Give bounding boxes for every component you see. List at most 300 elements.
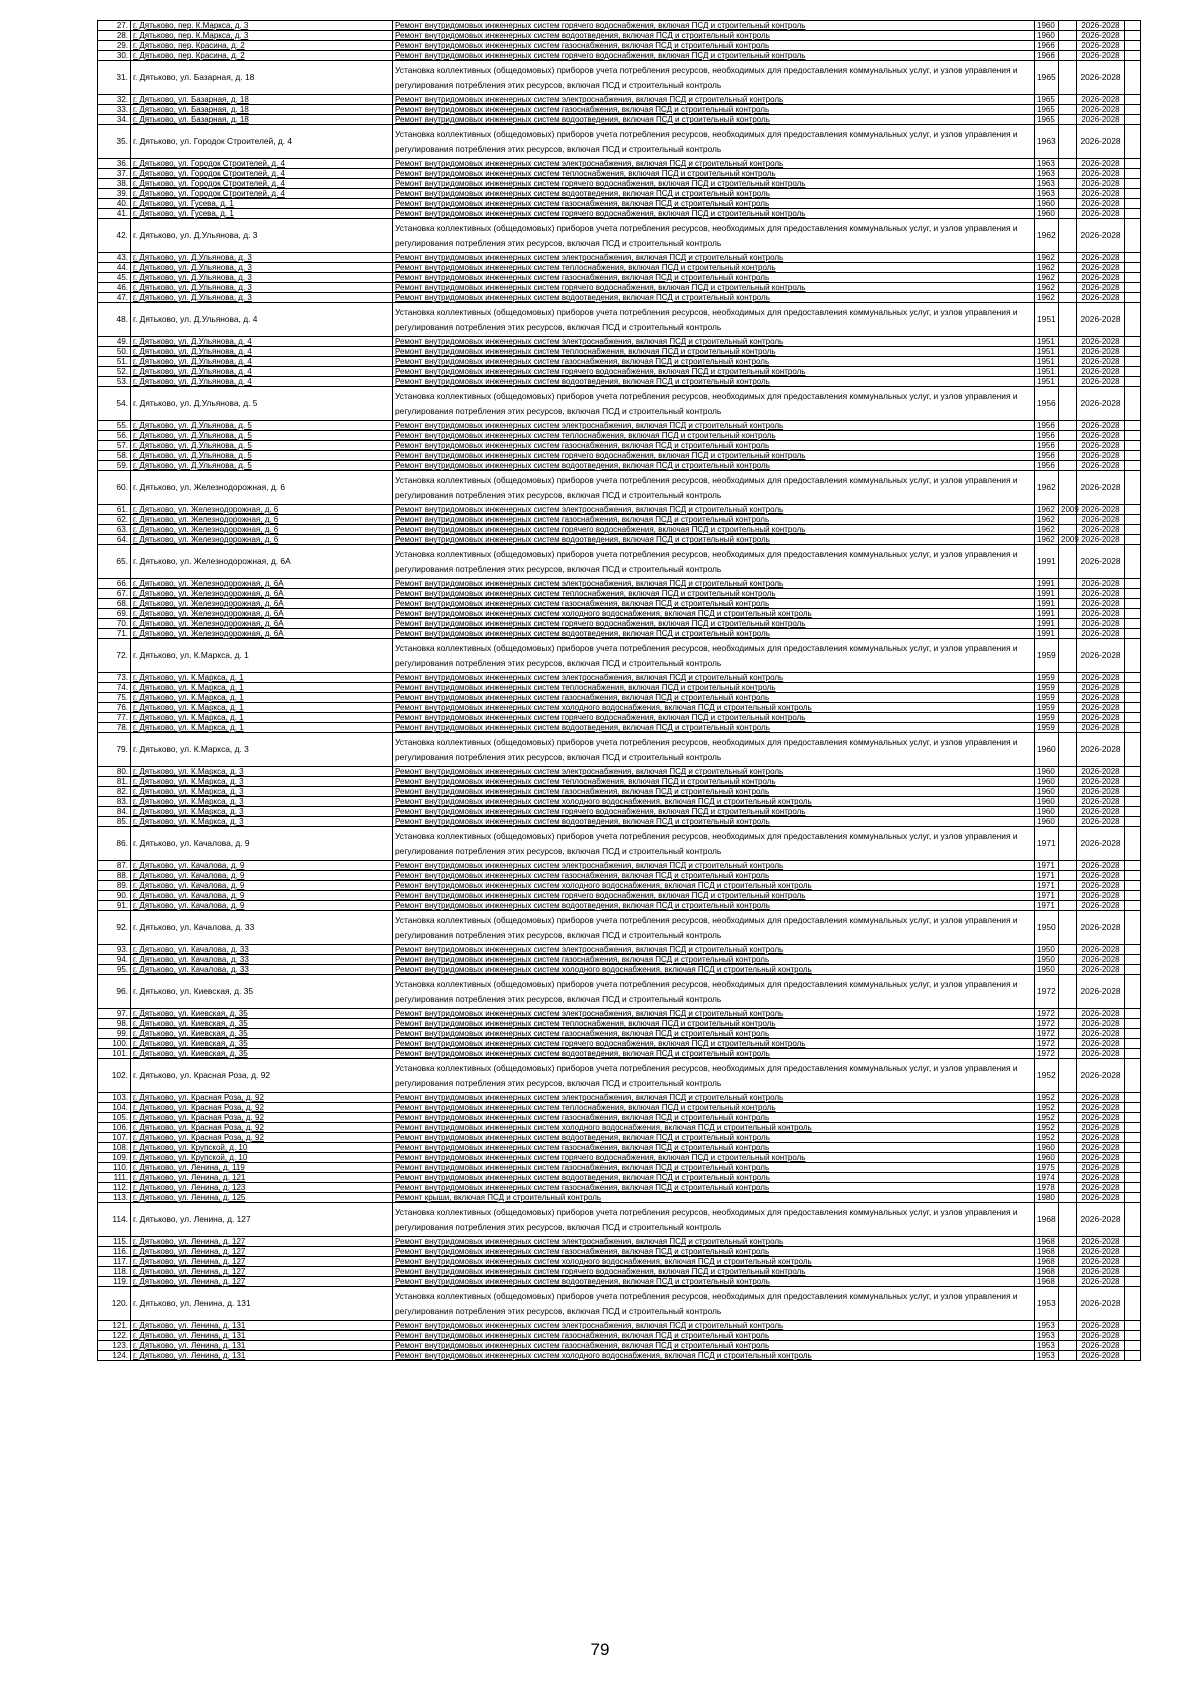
work-type: Установка коллективных (общедомовых) приборов учета потребления ресурсов, необходимых для предоставления коммунальных услуг, и узлов управления и регулирования потребления этих ресурсов, включая ПСД и строительный контроль [393, 545, 1035, 579]
work-type: Ремонт внутридомовых инженерных систем горячего водоснабжения, включая ПСД и строительный контроль [393, 1039, 1035, 1049]
table-row [98, 471, 1141, 505]
extra-cell [1125, 1287, 1141, 1321]
planned-period: 2026-2028 [1077, 1123, 1125, 1133]
extra-cell [1125, 683, 1141, 693]
house-address: г. Дятьково, ул. К.Маркса, д. 1 [131, 673, 393, 683]
last-repair-year [1059, 861, 1077, 871]
work-type: Ремонт внутридомовых инженерных систем электроснабжения, включая ПСД и строительный контроль [393, 1009, 1035, 1019]
row-number: 71. [98, 629, 131, 639]
planned-period: 2026-2028 [1077, 1277, 1125, 1287]
build-year: 1968 [1035, 1237, 1059, 1247]
row-number: 116. [98, 1247, 131, 1257]
table-row [98, 807, 1141, 817]
extra-cell [1125, 179, 1141, 189]
extra-cell [1125, 1257, 1141, 1267]
last-repair-year [1059, 1331, 1077, 1341]
last-repair-year [1059, 115, 1077, 125]
row-number: 92. [98, 911, 131, 945]
planned-period: 2026-2028 [1077, 377, 1125, 387]
work-type: Ремонт внутридомовых инженерных систем холодного водоснабжения, включая ПСД и строительный контроль [393, 703, 1035, 713]
row-number: 30. [98, 51, 131, 61]
table-row [98, 253, 1141, 263]
house-address: г. Дятьково, ул. К.Маркса, д. 3 [131, 787, 393, 797]
last-repair-year [1059, 609, 1077, 619]
table-row [98, 1143, 1141, 1153]
house-address: г. Дятьково, ул. Железнодорожная, д. 6 [131, 535, 393, 545]
planned-period: 2026-2028 [1077, 1173, 1125, 1183]
work-type: Ремонт внутридомовых инженерных систем водоотведения, включая ПСД и строительный контроль [393, 293, 1035, 303]
work-type: Ремонт внутридомовых инженерных систем газоснабжения, включая ПСД и строительный контроль [393, 1341, 1035, 1351]
work-type: Ремонт внутридомовых инженерных систем газоснабжения, включая ПСД и строительный контроль [393, 515, 1035, 525]
work-type: Ремонт внутридомовых инженерных систем горячего водоснабжения, включая ПСД и строительный контроль [393, 283, 1035, 293]
last-repair-year [1059, 703, 1077, 713]
last-repair-year [1059, 827, 1077, 861]
table-row [98, 777, 1141, 787]
table-row [98, 955, 1141, 965]
row-number: 72. [98, 639, 131, 673]
last-repair-year [1059, 169, 1077, 179]
planned-period: 2026-2028 [1077, 219, 1125, 253]
house-address: г. Дятьково, ул. Д.Ульянова, д. 3 [131, 253, 393, 263]
table-row [98, 1257, 1141, 1267]
build-year: 1959 [1035, 713, 1059, 723]
extra-cell [1125, 1237, 1141, 1247]
table-row [98, 1183, 1141, 1193]
table-row [98, 515, 1141, 525]
work-type: Ремонт внутридомовых инженерных систем горячего водоснабжения, включая ПСД и строительный контроль [393, 713, 1035, 723]
planned-period: 2026-2028 [1077, 609, 1125, 619]
planned-period: 2026-2028 [1077, 1341, 1125, 1351]
row-number: 95. [98, 965, 131, 975]
work-type: Ремонт внутридомовых инженерных систем водоотведения, включая ПСД и строительный контроль [393, 629, 1035, 639]
last-repair-year [1059, 911, 1077, 945]
planned-period: 2026-2028 [1077, 733, 1125, 767]
last-repair-year [1059, 1183, 1077, 1193]
work-type: Ремонт внутридомовых инженерных систем водоотведения, включая ПСД и строительный контроль [393, 723, 1035, 733]
work-type: Ремонт внутридомовых инженерных систем электроснабжения, включая ПСД и строительный контроль [393, 861, 1035, 871]
table-row [98, 693, 1141, 703]
build-year: 1968 [1035, 1257, 1059, 1267]
work-type: Ремонт внутридомовых инженерных систем горячего водоснабжения, включая ПСД и строительный контроль [393, 891, 1035, 901]
build-year: 1960 [1035, 21, 1059, 31]
planned-period: 2026-2028 [1077, 1193, 1125, 1203]
table-row [98, 115, 1141, 125]
last-repair-year [1059, 1173, 1077, 1183]
build-year: 1959 [1035, 683, 1059, 693]
extra-cell [1125, 871, 1141, 881]
last-repair-year [1059, 579, 1077, 589]
last-repair-year: 2009 [1059, 505, 1077, 515]
last-repair-year [1059, 871, 1077, 881]
extra-cell [1125, 1277, 1141, 1287]
table-row [98, 357, 1141, 367]
house-address: г. Дятьково, ул. Крупской, д. 10 [131, 1153, 393, 1163]
row-number: 59. [98, 461, 131, 471]
row-number: 69. [98, 609, 131, 619]
build-year: 1962 [1035, 293, 1059, 303]
extra-cell [1125, 807, 1141, 817]
work-type: Ремонт внутридомовых инженерных систем газоснабжения, включая ПСД и строительный контроль [393, 1331, 1035, 1341]
planned-period: 2026-2028 [1077, 861, 1125, 871]
row-number: 97. [98, 1009, 131, 1019]
planned-period: 2026-2028 [1077, 579, 1125, 589]
table-row [98, 945, 1141, 955]
build-year: 1975 [1035, 1163, 1059, 1173]
table-row [98, 787, 1141, 797]
work-type: Ремонт внутридомовых инженерных систем холодного водоснабжения, включая ПСД и строительный контроль [393, 1257, 1035, 1267]
house-address: г. Дятьково, ул. К.Маркса, д. 1 [131, 639, 393, 673]
last-repair-year [1059, 125, 1077, 159]
work-type: Установка коллективных (общедомовых) приборов учета потребления ресурсов, необходимых для предоставления коммунальных услуг, и узлов управления и регулирования потребления этих ресурсов, включая ПСД и строительный контроль [393, 1203, 1035, 1237]
house-address: г. Дятьково, ул. Красная Роза, д. 92 [131, 1123, 393, 1133]
extra-cell [1125, 525, 1141, 535]
last-repair-year: 2009 [1059, 535, 1077, 545]
last-repair-year [1059, 965, 1077, 975]
last-repair-year [1059, 1133, 1077, 1143]
extra-cell [1125, 105, 1141, 115]
planned-period: 2026-2028 [1077, 797, 1125, 807]
extra-cell [1125, 1183, 1141, 1193]
table-row [98, 159, 1141, 169]
house-address: г. Дятьково, ул. Городок Строителей, д. 4 [131, 125, 393, 159]
table-row [98, 535, 1141, 545]
planned-period: 2026-2028 [1077, 61, 1125, 95]
row-number: 29. [98, 41, 131, 51]
extra-cell [1125, 263, 1141, 273]
last-repair-year [1059, 441, 1077, 451]
row-number: 107. [98, 1133, 131, 1143]
extra-cell [1125, 303, 1141, 337]
house-address: г. Дятьково, ул. Д.Ульянова, д. 5 [131, 461, 393, 471]
extra-cell [1125, 703, 1141, 713]
last-repair-year [1059, 263, 1077, 273]
last-repair-year [1059, 1321, 1077, 1331]
house-address: г. Дятьково, ул. Д.Ульянова, д. 3 [131, 283, 393, 293]
house-address: г. Дятьково, ул. Киевская, д. 35 [131, 1019, 393, 1029]
row-number: 79. [98, 733, 131, 767]
planned-period: 2026-2028 [1077, 461, 1125, 471]
planned-period: 2026-2028 [1077, 1143, 1125, 1153]
build-year: 1952 [1035, 1093, 1059, 1103]
table-row [98, 1049, 1141, 1059]
build-year: 1965 [1035, 105, 1059, 115]
row-number: 118. [98, 1267, 131, 1277]
row-number: 88. [98, 871, 131, 881]
work-type: Ремонт внутридомовых инженерных систем горячего водоснабжения, включая ПСД и строительный контроль [393, 1267, 1035, 1277]
row-number: 121. [98, 1321, 131, 1331]
house-address: г. Дятьково, ул. Железнодорожная, д. 6А [131, 629, 393, 639]
row-number: 119. [98, 1277, 131, 1287]
planned-period: 2026-2028 [1077, 31, 1125, 41]
extra-cell [1125, 209, 1141, 219]
extra-cell [1125, 1009, 1141, 1019]
build-year: 1962 [1035, 471, 1059, 505]
table-row [98, 441, 1141, 451]
table-row [98, 51, 1141, 61]
table-row [98, 713, 1141, 723]
work-type: Ремонт внутридомовых инженерных систем теплоснабжения, включая ПСД и строительный контроль [393, 169, 1035, 179]
row-number: 68. [98, 599, 131, 609]
row-number: 77. [98, 713, 131, 723]
planned-period: 2026-2028 [1077, 713, 1125, 723]
last-repair-year [1059, 787, 1077, 797]
work-type: Ремонт внутридомовых инженерных систем газоснабжения, включая ПСД и строительный контроль [393, 105, 1035, 115]
house-address: г. Дятьково, ул. Ленина, д. 127 [131, 1277, 393, 1287]
planned-period: 2026-2028 [1077, 253, 1125, 263]
row-number: 64. [98, 535, 131, 545]
build-year: 1952 [1035, 1059, 1059, 1093]
extra-cell [1125, 357, 1141, 367]
table-row [98, 347, 1141, 357]
house-address: г. Дятьково, ул. Железнодорожная, д. 6А [131, 545, 393, 579]
row-number: 63. [98, 525, 131, 535]
build-year: 1959 [1035, 703, 1059, 713]
build-year: 1960 [1035, 767, 1059, 777]
house-address: г. Дятьково, ул. Гусева, д. 1 [131, 209, 393, 219]
last-repair-year [1059, 461, 1077, 471]
build-year: 1962 [1035, 273, 1059, 283]
extra-cell [1125, 1351, 1141, 1361]
house-address: г. Дятьково, ул. К.Маркса, д. 1 [131, 683, 393, 693]
work-type: Ремонт внутридомовых инженерных систем горячего водоснабжения, включая ПСД и строительный контроль [393, 525, 1035, 535]
build-year: 1956 [1035, 451, 1059, 461]
work-type: Ремонт внутридомовых инженерных систем газоснабжения, включая ПСД и строительный контроль [393, 1143, 1035, 1153]
row-number: 111. [98, 1173, 131, 1183]
work-type: Ремонт внутридомовых инженерных систем водоотведения, включая ПСД и строительный контроль [393, 817, 1035, 827]
house-address: г. Дятьково, ул. Д.Ульянова, д. 4 [131, 377, 393, 387]
build-year: 1951 [1035, 303, 1059, 337]
table-row [98, 61, 1141, 95]
house-address: г. Дятьково, ул. К.Маркса, д. 3 [131, 777, 393, 787]
house-address: г. Дятьково, ул. Базарная, д. 18 [131, 115, 393, 125]
row-number: 44. [98, 263, 131, 273]
last-repair-year [1059, 31, 1077, 41]
build-year: 1965 [1035, 95, 1059, 105]
row-number: 51. [98, 357, 131, 367]
row-number: 36. [98, 159, 131, 169]
work-type: Установка коллективных (общедомовых) приборов учета потребления ресурсов, необходимых для предоставления коммунальных услуг, и узлов управления и регулирования потребления этих ресурсов, включая ПСД и строительный контроль [393, 387, 1035, 421]
house-address: г. Дятьково, ул. Городок Строителей, д. 4 [131, 159, 393, 169]
build-year: 1960 [1035, 817, 1059, 827]
build-year: 1972 [1035, 1039, 1059, 1049]
table-row [98, 1277, 1141, 1287]
row-number: 102. [98, 1059, 131, 1093]
row-number: 57. [98, 441, 131, 451]
house-address: г. Дятьково, ул. Качалова, д. 9 [131, 881, 393, 891]
table-row [98, 1203, 1141, 1237]
work-type: Установка коллективных (общедомовых) приборов учета потребления ресурсов, необходимых для предоставления коммунальных услуг, и узлов управления и регулирования потребления этих ресурсов, включая ПСД и строительный контроль [393, 827, 1035, 861]
row-number: 56. [98, 431, 131, 441]
work-type: Ремонт внутридомовых инженерных систем электроснабжения, включая ПСД и строительный контроль [393, 1237, 1035, 1247]
extra-cell [1125, 219, 1141, 253]
work-type: Ремонт внутридомовых инженерных систем водоотведения, включая ПСД и строительный контроль [393, 31, 1035, 41]
work-type: Ремонт внутридомовых инженерных систем горячего водоснабжения, включая ПСД и строительный контроль [393, 209, 1035, 219]
work-type: Ремонт внутридомовых инженерных систем горячего водоснабжения, включая ПСД и строительный контроль [393, 807, 1035, 817]
house-address: г. Дятьково, ул. Базарная, д. 18 [131, 105, 393, 115]
row-number: 105. [98, 1113, 131, 1123]
extra-cell [1125, 283, 1141, 293]
house-address: г. Дятьково, ул. Городок Строителей, д. 4 [131, 169, 393, 179]
table-row [98, 1267, 1141, 1277]
row-number: 41. [98, 209, 131, 219]
extra-cell [1125, 787, 1141, 797]
build-year: 1963 [1035, 169, 1059, 179]
last-repair-year [1059, 1237, 1077, 1247]
house-address: г. Дятьково, ул. Д.Ульянова, д. 4 [131, 347, 393, 357]
last-repair-year [1059, 179, 1077, 189]
row-number: 55. [98, 421, 131, 431]
row-number: 76. [98, 703, 131, 713]
house-address: г. Дятьково, ул. Красная Роза, д. 92 [131, 1059, 393, 1093]
work-type: Ремонт внутридомовых инженерных систем холодного водоснабжения, включая ПСД и строительный контроль [393, 609, 1035, 619]
last-repair-year [1059, 589, 1077, 599]
house-address: г. Дятьково, ул. К.Маркса, д. 1 [131, 703, 393, 713]
last-repair-year [1059, 599, 1077, 609]
last-repair-year [1059, 337, 1077, 347]
house-address: г. Дятьково, ул. Базарная, д. 18 [131, 61, 393, 95]
last-repair-year [1059, 693, 1077, 703]
work-type: Ремонт внутридомовых инженерных систем электроснабжения, включая ПСД и строительный контроль [393, 767, 1035, 777]
build-year: 1959 [1035, 673, 1059, 683]
work-type: Установка коллективных (общедомовых) приборов учета потребления ресурсов, необходимых для предоставления коммунальных услуг, и узлов управления и регулирования потребления этих ресурсов, включая ПСД и строительный контроль [393, 975, 1035, 1009]
planned-period: 2026-2028 [1077, 545, 1125, 579]
house-address: г. Дятьково, ул. Д.Ульянова, д. 3 [131, 273, 393, 283]
extra-cell [1125, 1093, 1141, 1103]
extra-cell [1125, 767, 1141, 777]
row-number: 74. [98, 683, 131, 693]
last-repair-year [1059, 619, 1077, 629]
house-address: г. Дятьково, ул. Д.Ульянова, д. 3 [131, 219, 393, 253]
house-address: г. Дятьково, ул. Д.Ульянова, д. 4 [131, 303, 393, 337]
table-row [98, 881, 1141, 891]
work-type: Установка коллективных (общедомовых) приборов учета потребления ресурсов, необходимых для предоставления коммунальных услуг, и узлов управления и регулирования потребления этих ресурсов, включая ПСД и строительный контроль [393, 125, 1035, 159]
table-row [98, 629, 1141, 639]
planned-period: 2026-2028 [1077, 263, 1125, 273]
work-type: Ремонт внутридомовых инженерных систем газоснабжения, включая ПСД и строительный контроль [393, 1183, 1035, 1193]
row-number: 117. [98, 1257, 131, 1267]
last-repair-year [1059, 1049, 1077, 1059]
house-address: г. Дятьково, ул. Качалова, д. 9 [131, 901, 393, 911]
planned-period: 2026-2028 [1077, 159, 1125, 169]
table-row [98, 545, 1141, 579]
table-row [98, 41, 1141, 51]
last-repair-year [1059, 219, 1077, 253]
build-year: 1965 [1035, 115, 1059, 125]
house-address: г. Дятьково, ул. Качалова, д. 33 [131, 945, 393, 955]
row-number: 67. [98, 589, 131, 599]
work-type: Ремонт внутридомовых инженерных систем теплоснабжения, включая ПСД и строительный контроль [393, 263, 1035, 273]
house-address: г. Дятьково, ул. Железнодорожная, д. 6 [131, 471, 393, 505]
build-year: 1952 [1035, 1103, 1059, 1113]
extra-cell [1125, 1103, 1141, 1113]
house-address: г. Дятьково, ул. Ленина, д. 127 [131, 1237, 393, 1247]
row-number: 73. [98, 673, 131, 683]
table-row [98, 965, 1141, 975]
last-repair-year [1059, 253, 1077, 263]
house-address: г. Дятьково, ул. Красная Роза, д. 92 [131, 1103, 393, 1113]
planned-period: 2026-2028 [1077, 441, 1125, 451]
extra-cell [1125, 609, 1141, 619]
table-row [98, 817, 1141, 827]
planned-period: 2026-2028 [1077, 629, 1125, 639]
row-number: 123. [98, 1341, 131, 1351]
build-year: 1962 [1035, 505, 1059, 515]
house-address: г. Дятьково, ул. Качалова, д. 9 [131, 871, 393, 881]
row-number: 103. [98, 1093, 131, 1103]
table-row [98, 179, 1141, 189]
row-number: 78. [98, 723, 131, 733]
extra-cell [1125, 273, 1141, 283]
build-year: 1960 [1035, 797, 1059, 807]
extra-cell [1125, 619, 1141, 629]
table-row [98, 733, 1141, 767]
last-repair-year [1059, 303, 1077, 337]
build-year: 1991 [1035, 619, 1059, 629]
row-number: 120. [98, 1287, 131, 1321]
house-address: г. Дятьково, ул. Ленина, д. 131 [131, 1351, 393, 1361]
extra-cell [1125, 629, 1141, 639]
row-number: 35. [98, 125, 131, 159]
work-type: Ремонт внутридомовых инженерных систем горячего водоснабжения, включая ПСД и строительный контроль [393, 1153, 1035, 1163]
last-repair-year [1059, 515, 1077, 525]
extra-cell [1125, 431, 1141, 441]
work-type: Установка коллективных (общедомовых) приборов учета потребления ресурсов, необходимых для предоставления коммунальных услуг, и узлов управления и регулирования потребления этих ресурсов, включая ПСД и строительный контроль [393, 1287, 1035, 1321]
build-year: 1991 [1035, 579, 1059, 589]
build-year: 1965 [1035, 61, 1059, 95]
house-address: г. Дятьково, ул. К.Маркса, д. 1 [131, 723, 393, 733]
house-address: г. Дятьково, ул. Ленина, д. 127 [131, 1267, 393, 1277]
build-year: 1978 [1035, 1183, 1059, 1193]
last-repair-year [1059, 733, 1077, 767]
table-row [98, 673, 1141, 683]
last-repair-year [1059, 1019, 1077, 1029]
last-repair-year [1059, 105, 1077, 115]
last-repair-year [1059, 189, 1077, 199]
last-repair-year [1059, 683, 1077, 693]
extra-cell [1125, 713, 1141, 723]
planned-period: 2026-2028 [1077, 901, 1125, 911]
house-address: г. Дятьково, ул. Д.Ульянова, д. 5 [131, 431, 393, 441]
house-address: г. Дятьково, ул. Д.Ульянова, д. 4 [131, 367, 393, 377]
planned-period: 2026-2028 [1077, 125, 1125, 159]
last-repair-year [1059, 1193, 1077, 1203]
planned-period: 2026-2028 [1077, 1103, 1125, 1113]
build-year: 1960 [1035, 787, 1059, 797]
row-number: 53. [98, 377, 131, 387]
last-repair-year [1059, 1277, 1077, 1287]
work-type: Ремонт внутридомовых инженерных систем водоотведения, включая ПСД и строительный контроль [393, 1049, 1035, 1059]
planned-period: 2026-2028 [1077, 115, 1125, 125]
extra-cell [1125, 1247, 1141, 1257]
table-row [98, 31, 1141, 41]
house-address: г. Дятьково, ул. Железнодорожная, д. 6А [131, 619, 393, 629]
row-number: 43. [98, 253, 131, 263]
table-row [98, 1059, 1141, 1093]
extra-cell [1125, 911, 1141, 945]
row-number: 60. [98, 471, 131, 505]
planned-period: 2026-2028 [1077, 105, 1125, 115]
last-repair-year [1059, 807, 1077, 817]
row-number: 124. [98, 1351, 131, 1361]
row-number: 61. [98, 505, 131, 515]
table-row [98, 1341, 1141, 1351]
last-repair-year [1059, 1341, 1077, 1351]
build-year: 1971 [1035, 827, 1059, 861]
house-address: г. Дятьково, ул. Д.Ульянова, д. 3 [131, 293, 393, 303]
last-repair-year [1059, 817, 1077, 827]
last-repair-year [1059, 347, 1077, 357]
row-number: 49. [98, 337, 131, 347]
